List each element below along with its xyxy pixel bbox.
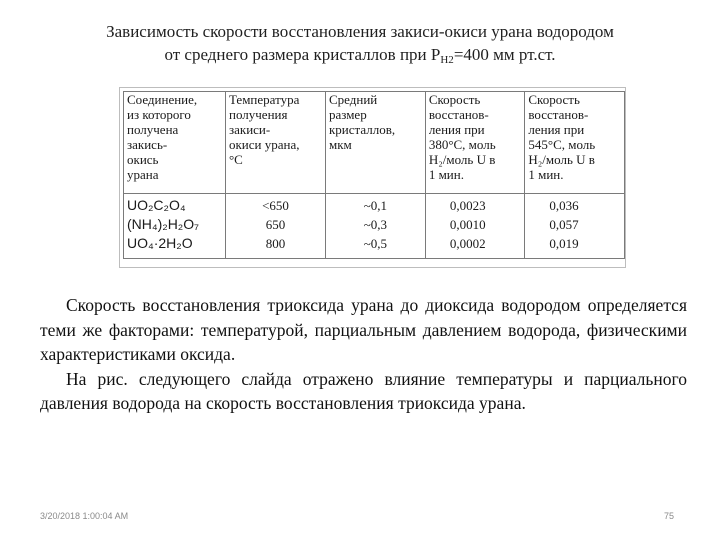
title-line-2-suffix: =400 мм рт.ст. — [453, 45, 556, 64]
title-line-2 — [40, 43, 680, 72]
crystal-size-3: ~0,5 — [363, 236, 388, 251]
rate-545-3: 0,019 — [549, 236, 579, 251]
data-table-frame — [119, 87, 626, 268]
body-paragraph-1: Скорость восстановления триоксида урана до диоксида водородом определяется теми же факторами: температурой, парциальным давлением водорода, физическими характеристиками оксида. — [40, 295, 687, 364]
rate-545-2: 0,057 — [549, 217, 579, 232]
compound-1: UO₂C₂O₄ — [127, 197, 186, 213]
compound-3: UO₄·2H₂O — [127, 235, 193, 251]
temperature-2: 650 — [265, 217, 286, 232]
body-text — [40, 293, 687, 416]
compound-2: (NH₄)₂H₂O₇ — [127, 216, 199, 232]
rate-380-3: 0,0002 — [449, 236, 486, 251]
rate-380-1: 0,0023 — [449, 198, 486, 213]
rate-545-cell — [525, 194, 625, 259]
rate-545-1: 0,036 — [549, 198, 579, 213]
table-header-row — [124, 92, 625, 194]
body-paragraph-2: На рис. следующего слайда отражено влияние температуры и парциального давления водорода на скорость восстановления триоксида урана. — [40, 368, 687, 413]
data-table — [123, 91, 625, 259]
compound-cell — [124, 194, 226, 259]
header-rate-380: Скорость восстанов- ления при 380°С, моль H₂/моль U в 1 мин. — [425, 92, 525, 194]
header-rate-545: Скорость восстанов- ления при 545°С, моль H₂/моль U в 1 мин. — [525, 92, 625, 194]
title-subscript: H2 — [440, 54, 454, 66]
slide-title — [40, 20, 680, 72]
temperature-3: 800 — [265, 236, 286, 251]
header-compound: Соединение, из которого получена закись- окись урана — [124, 92, 226, 194]
table-row — [124, 194, 625, 259]
footer-date: 3/20/2018 1:00:04 AM — [40, 511, 129, 521]
title-line-1: Зависимость скорости восстановления закиси-окиси урана водородом — [106, 22, 614, 41]
temperature-1: <650 — [262, 198, 289, 213]
temperature-cell — [225, 194, 325, 259]
crystal-size-2: ~0,3 — [363, 217, 388, 232]
footer-page-number: 75 — [664, 511, 675, 521]
header-temperature: Температура получения закиси- окиси урана, °С — [225, 92, 325, 194]
crystal-size-cell — [325, 194, 425, 259]
header-crystal-size: Средний размер кристаллов, мкм — [325, 92, 425, 194]
title-line-2-prefix: от среднего размера кристаллов при Р — [164, 45, 441, 64]
rate-380-cell — [425, 194, 525, 259]
rate-380-2: 0,0010 — [449, 217, 486, 232]
crystal-size-1: ~0,1 — [363, 198, 388, 213]
